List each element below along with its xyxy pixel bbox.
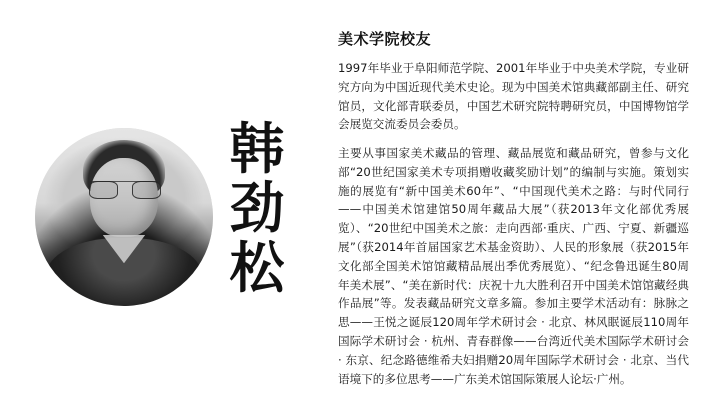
person-name-char-2: 劲 xyxy=(229,176,285,241)
portrait-column xyxy=(0,0,330,414)
person-name-char-3: 松 xyxy=(229,235,285,300)
page-title: 美术学院校友 xyxy=(338,30,432,48)
person-name-char-1: 韩 xyxy=(229,117,285,181)
glasses-left-lens-icon xyxy=(89,181,118,200)
biography-paragraph-2: 主要从事国家美术藏品的管理、藏品展览和藏品研究，曾参与文化部“20世纪国家美术专项捐赠收藏奖励计划”的编制与实施。策划实施的展览有“新中国美术60年”、“中国现代美术之路：与时代同行——中国美术馆建馆50周年藏品大展”（获2013年文化部优秀展览）、“20世纪中国美术之旅：走向西部·重庆、广西、宁夏、新疆巡展”（获2014年首届国家艺术基金资助）、人民的形象展（获2015年文化部全国美术馆馆藏精品展出季优秀展览）、“纪念鲁迅诞生80周年美术展”、“美在新时代：庆祝十九大胜利召开中国美术馆馆藏经典作品展”等。发表藏品研究文章多篇。参加主要学术活动有：脉脉之思——王悦之诞辰120周年学术研讨会 · 北京、林风眠诞辰110周年国际学术研讨会 · 杭州、青春群像——台湾近代美术国际学术研讨会 · 东京、纪念路德维希夫妇捐赠20周年国际学术研讨会 · 北京、当代语境下的多位思考——广东美术馆国际策展人论坛·广州。 xyxy=(338,146,689,386)
person-name xyxy=(222,117,292,300)
avatar xyxy=(35,128,213,306)
biography-column xyxy=(330,0,709,414)
portrait-photo-icon xyxy=(35,128,213,306)
glasses-right-lens-icon xyxy=(132,181,161,200)
biography-paragraph-1: 1997年毕业于阜阳师范学院、2001年毕业于中央美术学院，专业研究方向为中国近现代美术史论。现为中国美术馆典藏部副主任、研究馆员，文化部青联委员，中国艺术研究院特聘研究员，中国博物馆学会展览交流委员会委员。 xyxy=(338,61,689,132)
